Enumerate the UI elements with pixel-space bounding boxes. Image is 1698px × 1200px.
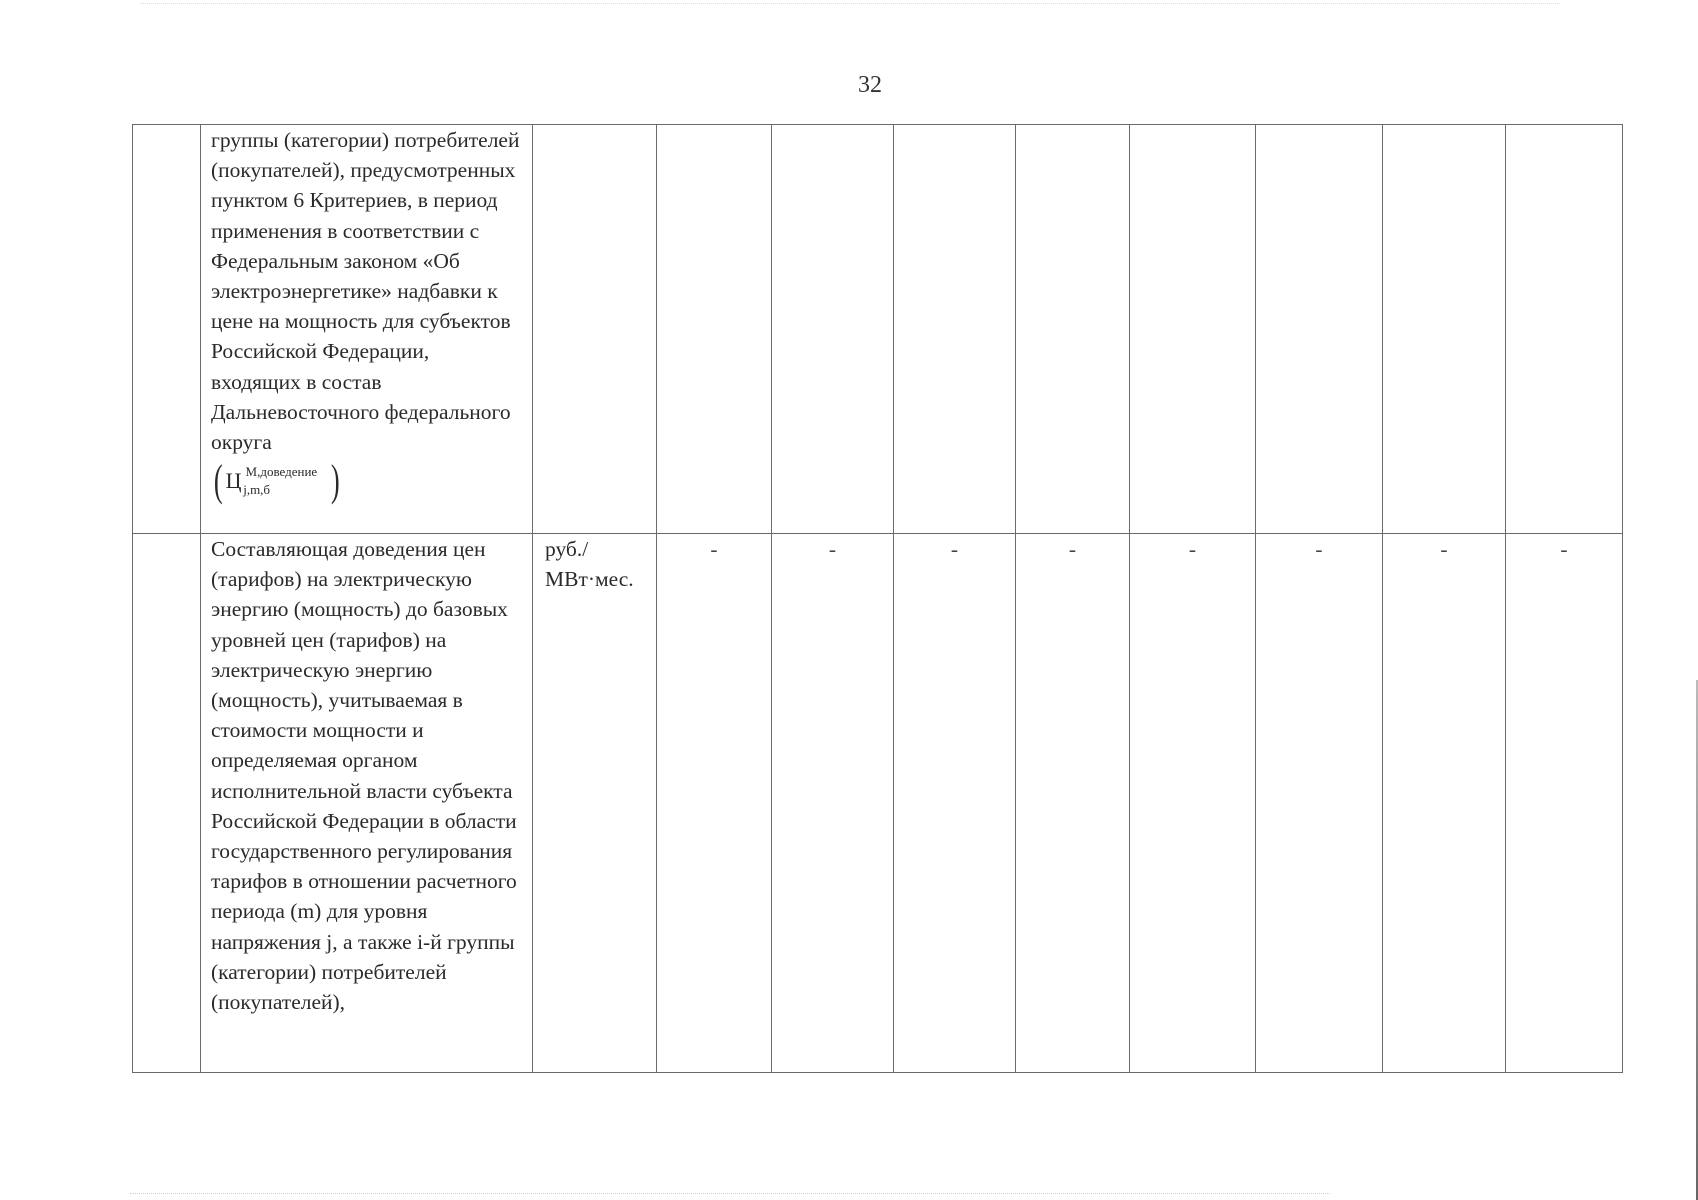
value-cell: - bbox=[1506, 534, 1623, 1073]
value-cell: - bbox=[1130, 534, 1256, 1073]
scan-bottom-artifact bbox=[130, 1193, 1330, 1195]
formula-close-paren: ) bbox=[330, 456, 340, 506]
scan-top-artifact bbox=[140, 3, 1560, 5]
tariff-table bbox=[132, 124, 1623, 1073]
value-cell: - bbox=[1256, 534, 1383, 1073]
description-cell bbox=[201, 125, 533, 534]
row-number-cell bbox=[133, 125, 201, 534]
value-cell bbox=[1506, 125, 1623, 534]
value-cell bbox=[1130, 125, 1256, 534]
formula-subscript: j,m,б bbox=[243, 481, 271, 497]
description-text: группы (категории) потребителей (покупателей), предусмотренных пунктом 6 Критериев, в период применения в соответствии с Федеральным законом «Об электроэнергетике» надбавки к цене на мощность для субъектов Российской Федерации, входящих в состав Дальневосточного федерального округа bbox=[211, 128, 520, 455]
value-cell: - bbox=[1383, 534, 1506, 1073]
value-cell bbox=[894, 125, 1016, 534]
value-cell bbox=[1256, 125, 1383, 534]
formula bbox=[211, 456, 343, 506]
value-cell bbox=[657, 125, 772, 534]
value-cell: - bbox=[772, 534, 894, 1073]
table-row bbox=[133, 534, 1623, 1073]
value-cell bbox=[1383, 125, 1506, 534]
description-cell bbox=[201, 534, 533, 1073]
unit-cell bbox=[533, 125, 657, 534]
value-cell bbox=[1016, 125, 1130, 534]
description-text: Составляющая доведения цен (тарифов) на электрическую энергию (мощность) до базовых уровней цен (тарифов) на электрическую энергию (мощность), учитываемая в стоимости мощности и определяемая органом исполнительной власти субъекта Российской Федерации в области государственного регулирования тарифов в отношении расчетного периода (m) для уровня напряжения j, а также i-й группы (категории) потребителей (покупателей), bbox=[211, 537, 517, 1015]
unit-cell: руб./ МВт·мес. bbox=[533, 534, 657, 1073]
formula-open-paren: ( bbox=[213, 456, 223, 506]
table-row bbox=[133, 125, 1623, 534]
value-cell: - bbox=[657, 534, 772, 1073]
formula-superscript: М,доведение bbox=[245, 463, 318, 479]
page-number: 32 bbox=[858, 72, 882, 98]
value-cell: - bbox=[894, 534, 1016, 1073]
value-cell bbox=[772, 125, 894, 534]
value-cell: - bbox=[1016, 534, 1130, 1073]
row-number-cell bbox=[133, 534, 201, 1073]
formula-symbol: Ц bbox=[225, 468, 242, 494]
